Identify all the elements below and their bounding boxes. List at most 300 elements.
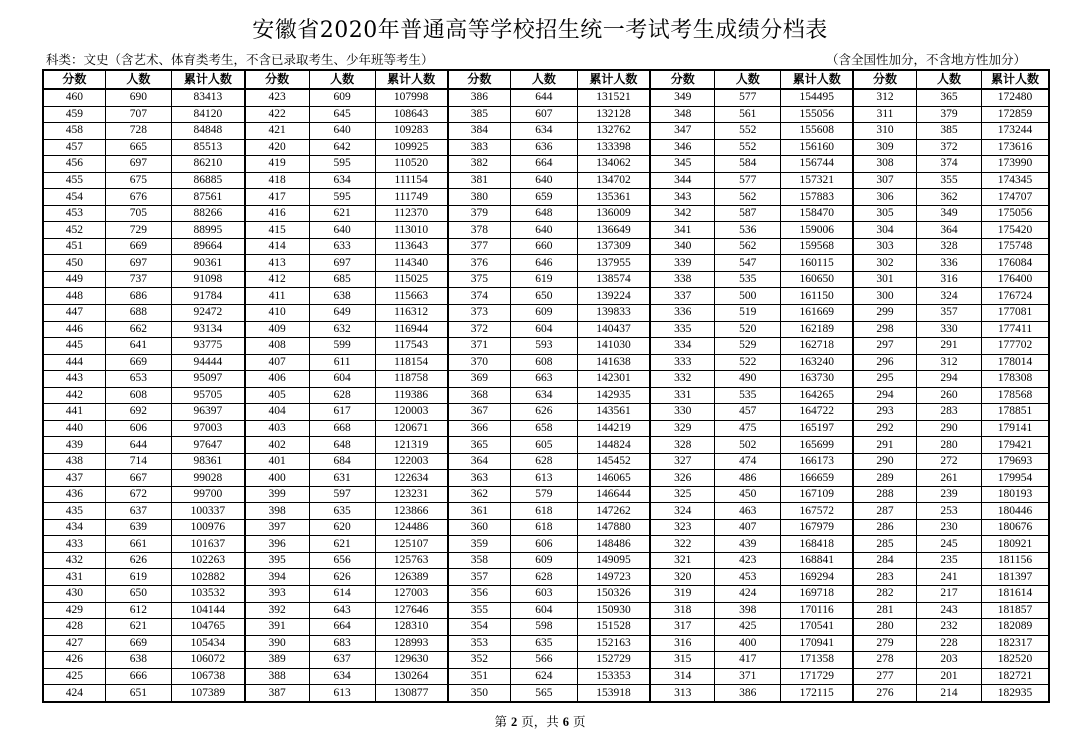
score-cell: 368 (448, 387, 511, 404)
count-cell: 624 (511, 668, 577, 685)
count-cell: 664 (511, 156, 577, 173)
count-cell: 637 (105, 503, 171, 520)
score-cell: 432 (44, 552, 105, 569)
cumulative-cell: 91784 (171, 288, 244, 305)
cumulative-cell: 125107 (375, 536, 447, 553)
count-cell: 645 (309, 106, 375, 123)
score-cell: 308 (853, 156, 916, 173)
count-cell: 614 (309, 586, 375, 603)
count-cell: 640 (511, 172, 577, 189)
count-cell: 653 (105, 371, 171, 388)
score-cell: 311 (853, 106, 916, 123)
table-row (44, 321, 1048, 338)
table-row (44, 602, 1048, 619)
score-cell: 410 (245, 304, 309, 321)
score-cell: 455 (44, 172, 105, 189)
count-cell: 684 (309, 453, 375, 470)
count-cell: 639 (105, 519, 171, 536)
cumulative-cell: 113643 (375, 238, 447, 255)
cumulative-cell: 165699 (781, 437, 853, 454)
score-cell: 313 (650, 685, 714, 701)
count-cell: 232 (916, 619, 981, 636)
count-cell: 357 (916, 304, 981, 321)
cumulative-cell: 179693 (982, 453, 1048, 470)
cumulative-cell: 171729 (781, 668, 853, 685)
score-cell: 444 (44, 354, 105, 371)
count-cell: 253 (916, 503, 981, 520)
count-cell: 417 (715, 652, 781, 669)
score-cell: 302 (853, 255, 916, 272)
cumulative-cell: 169294 (781, 569, 853, 586)
cumulative-cell: 150326 (577, 586, 650, 603)
count-cell: 638 (309, 288, 375, 305)
cumulative-cell: 123231 (375, 486, 447, 503)
cumulative-cell: 178014 (982, 354, 1048, 371)
score-cell: 385 (448, 106, 511, 123)
count-cell: 453 (715, 569, 781, 586)
count-cell: 463 (715, 503, 781, 520)
score-cell: 297 (853, 338, 916, 355)
count-cell: 697 (309, 255, 375, 272)
table-row (44, 271, 1048, 288)
count-cell: 398 (715, 602, 781, 619)
table-row (44, 536, 1048, 553)
count-cell: 658 (511, 420, 577, 437)
cumulative-cell: 170541 (781, 619, 853, 636)
score-cell: 345 (650, 156, 714, 173)
cumulative-cell: 156744 (781, 156, 853, 173)
cumulative-cell: 140437 (577, 321, 650, 338)
score-cell: 413 (245, 255, 309, 272)
cumulative-cell: 182935 (982, 685, 1048, 701)
cumulative-cell: 144824 (577, 437, 650, 454)
header-cumulative-group-4: 累计人数 (781, 71, 853, 89)
score-cell: 443 (44, 371, 105, 388)
cumulative-cell: 167109 (781, 486, 853, 503)
count-cell: 239 (916, 486, 981, 503)
count-cell: 705 (105, 205, 171, 222)
cumulative-cell: 171358 (781, 652, 853, 669)
cumulative-cell: 166659 (781, 470, 853, 487)
count-cell: 235 (916, 552, 981, 569)
count-cell: 566 (511, 652, 577, 669)
count-cell: 400 (715, 635, 781, 652)
score-cell: 342 (650, 205, 714, 222)
cumulative-cell: 182520 (982, 652, 1048, 669)
header-cumulative-group-5: 累计人数 (982, 71, 1048, 89)
score-cell: 361 (448, 503, 511, 520)
cumulative-cell: 106738 (171, 668, 244, 685)
score-cell: 398 (245, 503, 309, 520)
score-cell: 415 (245, 222, 309, 239)
table-row (44, 404, 1048, 421)
score-cell: 310 (853, 123, 916, 140)
cumulative-cell: 179954 (982, 470, 1048, 487)
score-cell: 351 (448, 668, 511, 685)
count-cell: 665 (105, 139, 171, 156)
score-cell: 426 (44, 652, 105, 669)
cumulative-cell: 87561 (171, 189, 244, 206)
cumulative-cell: 153353 (577, 668, 650, 685)
cumulative-cell: 160115 (781, 255, 853, 272)
cumulative-cell: 115025 (375, 271, 447, 288)
score-cell: 324 (650, 503, 714, 520)
count-cell: 535 (715, 387, 781, 404)
cumulative-cell: 172480 (982, 89, 1048, 106)
count-cell: 599 (309, 338, 375, 355)
score-cell: 373 (448, 304, 511, 321)
count-cell: 407 (715, 519, 781, 536)
score-cell: 424 (65, 686, 83, 699)
count-cell: 243 (916, 602, 981, 619)
count-cell: 290 (916, 420, 981, 437)
score-cell: 450 (44, 255, 105, 272)
score-cell: 293 (853, 404, 916, 421)
cumulative-cell: 164265 (781, 387, 853, 404)
count-cell: 552 (715, 123, 781, 140)
cumulative-cell: 150930 (577, 602, 650, 619)
cumulative-cell: 85513 (171, 139, 244, 156)
score-cell: 281 (853, 602, 916, 619)
page-title: 安徽省2020年普通高等学校招生统一考试考生成绩分档表 (252, 18, 828, 43)
count-cell: 597 (309, 486, 375, 503)
score-cell: 354 (448, 619, 511, 636)
cumulative-cell: 165197 (781, 420, 853, 437)
cumulative-cell: 98361 (171, 453, 244, 470)
table-row (44, 470, 1048, 487)
score-cell: 284 (853, 552, 916, 569)
score-cell: 433 (44, 536, 105, 553)
score-cell: 414 (245, 238, 309, 255)
cumulative-cell: 175056 (982, 205, 1048, 222)
score-cell: 431 (44, 569, 105, 586)
score-cell: 402 (245, 437, 309, 454)
score-cell: 315 (650, 652, 714, 669)
score-cell: 329 (650, 420, 714, 437)
count-cell: 669 (105, 635, 171, 652)
cumulative-cell: 146065 (577, 470, 650, 487)
score-cell: 411 (245, 288, 309, 305)
cumulative-cell: 143561 (577, 404, 650, 421)
score-cell: 418 (245, 172, 309, 189)
cumulative-cell: 177702 (982, 338, 1048, 355)
score-cell: 292 (853, 420, 916, 437)
score-cell: 319 (650, 586, 714, 603)
count-cell: 362 (916, 189, 981, 206)
cumulative-cell: 110520 (375, 156, 447, 173)
score-cell: 454 (44, 189, 105, 206)
cumulative-cell: 158470 (781, 205, 853, 222)
score-cell: 338 (650, 271, 714, 288)
count-cell: 439 (715, 536, 781, 553)
count-cell: 457 (715, 404, 781, 421)
count-cell: 374 (916, 156, 981, 173)
cumulative-cell: 146644 (577, 486, 650, 503)
cumulative-cell: 136009 (577, 205, 650, 222)
score-cell: 347 (650, 123, 714, 140)
header-score-group-4: 分数 (650, 71, 714, 89)
table-row (44, 453, 1048, 470)
count-cell: 633 (309, 238, 375, 255)
count-cell: 626 (105, 552, 171, 569)
table-row (44, 338, 1048, 355)
cumulative-cell: 127003 (375, 586, 447, 603)
count-cell: 371 (715, 668, 781, 685)
cumulative-cell: 86885 (171, 172, 244, 189)
count-cell: 561 (715, 106, 781, 123)
category-note: 科类：文史（含艺术、体育类考生，不含已录取考生、少年班等考生） (46, 52, 434, 67)
cumulative-cell: 141030 (577, 338, 650, 355)
cumulative-cell: 93134 (171, 321, 244, 338)
count-cell: 690 (105, 89, 171, 106)
count-cell: 644 (105, 437, 171, 454)
score-cell: 377 (448, 238, 511, 255)
cumulative-cell: 109925 (375, 139, 447, 156)
cumulative-cell: 102263 (171, 552, 244, 569)
score-cell: 318 (650, 602, 714, 619)
score-cell: 458 (44, 123, 105, 140)
cumulative-cell: 157321 (781, 172, 853, 189)
table-row (44, 635, 1048, 652)
count-cell: 241 (916, 569, 981, 586)
score-cell: 425 (44, 668, 105, 685)
count-cell: 562 (715, 189, 781, 206)
table-row (44, 106, 1048, 123)
score-cell: 449 (44, 271, 105, 288)
cumulative-cell: 182721 (982, 668, 1048, 685)
table-body (44, 89, 1048, 701)
count-cell: 660 (511, 238, 577, 255)
score-cell: 287 (853, 503, 916, 520)
header-count-group-2: 人数 (309, 71, 375, 89)
score-cell: 394 (245, 569, 309, 586)
count-cell: 648 (511, 205, 577, 222)
score-cell: 423 (245, 89, 309, 106)
cumulative-cell: 134702 (577, 172, 650, 189)
cumulative-cell: 179421 (982, 437, 1048, 454)
score-cell: 286 (853, 519, 916, 536)
count-cell: 316 (916, 271, 981, 288)
cumulative-cell: 180676 (982, 519, 1048, 536)
cumulative-cell: 100337 (171, 503, 244, 520)
count-cell: 230 (916, 519, 981, 536)
count-cell: 604 (511, 321, 577, 338)
cumulative-cell: 170116 (781, 602, 853, 619)
cumulative-cell: 88266 (171, 205, 244, 222)
count-cell: 634 (511, 123, 577, 140)
cumulative-cell: 113010 (375, 222, 447, 239)
cumulative-cell: 167572 (781, 503, 853, 520)
count-cell: 328 (916, 238, 981, 255)
count-cell: 379 (916, 106, 981, 123)
cumulative-cell: 167979 (781, 519, 853, 536)
count-cell: 659 (511, 189, 577, 206)
cumulative-cell: 168418 (781, 536, 853, 553)
cumulative-cell: 107389 (171, 685, 244, 701)
score-cell: 445 (44, 338, 105, 355)
cumulative-cell: 161150 (781, 288, 853, 305)
cumulative-cell: 153918 (577, 685, 650, 701)
score-table-frame (42, 69, 1050, 703)
score-cell: 417 (245, 189, 309, 206)
cumulative-cell: 152729 (577, 652, 650, 669)
cumulative-cell: 120003 (375, 404, 447, 421)
count-cell: 651 (105, 685, 171, 701)
count-cell: 662 (105, 321, 171, 338)
count-cell: 228 (916, 635, 981, 652)
cumulative-cell: 172115 (781, 685, 853, 701)
score-cell: 278 (853, 652, 916, 669)
cumulative-cell: 128310 (375, 619, 447, 636)
count-cell: 349 (916, 205, 981, 222)
cumulative-cell: 119386 (375, 387, 447, 404)
count-cell: 650 (105, 586, 171, 603)
count-cell: 372 (916, 139, 981, 156)
cumulative-cell: 122003 (375, 453, 447, 470)
table-row (44, 552, 1048, 569)
cumulative-cell: 134062 (577, 156, 650, 173)
score-cell: 325 (650, 486, 714, 503)
table-row (44, 387, 1048, 404)
score-cell: 335 (650, 321, 714, 338)
cumulative-cell: 94444 (171, 354, 244, 371)
score-cell: 460 (44, 89, 105, 106)
table-row (44, 503, 1048, 520)
cumulative-cell: 181397 (982, 569, 1048, 586)
table-header-row (44, 71, 1048, 89)
table-row (44, 189, 1048, 206)
cumulative-cell: 83413 (171, 89, 244, 106)
score-cell: 387 (245, 685, 309, 701)
count-cell: 648 (309, 437, 375, 454)
header-count-group-5: 人数 (916, 71, 981, 89)
score-cell: 408 (245, 338, 309, 355)
table-row (44, 288, 1048, 305)
count-cell: 609 (511, 304, 577, 321)
count-cell: 729 (105, 222, 171, 239)
cumulative-cell: 90361 (171, 255, 244, 272)
count-cell: 617 (309, 404, 375, 421)
cumulative-cell: 128993 (375, 635, 447, 652)
cumulative-cell: 145452 (577, 453, 650, 470)
score-cell: 346 (650, 139, 714, 156)
count-cell: 675 (105, 172, 171, 189)
count-cell: 640 (309, 222, 375, 239)
cumulative-cell: 149723 (577, 569, 650, 586)
score-cell: 383 (448, 139, 511, 156)
score-cell: 350 (448, 685, 511, 701)
cumulative-cell: 149095 (577, 552, 650, 569)
cumulative-cell: 173990 (982, 156, 1048, 173)
count-cell: 423 (715, 552, 781, 569)
count-cell: 579 (511, 486, 577, 503)
count-cell: 621 (105, 619, 171, 636)
cumulative-cell: 181614 (982, 586, 1048, 603)
cumulative-cell: 161669 (781, 304, 853, 321)
table-row (44, 156, 1048, 173)
count-cell: 642 (309, 139, 375, 156)
count-cell: 203 (916, 652, 981, 669)
cumulative-cell: 92472 (171, 304, 244, 321)
cumulative-cell: 125763 (375, 552, 447, 569)
score-cell: 393 (245, 586, 309, 603)
table-row (44, 354, 1048, 371)
count-cell: 606 (105, 420, 171, 437)
cumulative-cell: 84120 (171, 106, 244, 123)
score-cell: 397 (245, 519, 309, 536)
count-cell: 450 (715, 486, 781, 503)
count-cell: 604 (511, 602, 577, 619)
score-cell: 314 (650, 668, 714, 685)
count-cell: 707 (105, 106, 171, 123)
score-cell: 459 (44, 106, 105, 123)
count-cell: 697 (105, 255, 171, 272)
count-cell: 697 (105, 156, 171, 173)
count-cell: 688 (105, 304, 171, 321)
score-cell: 339 (650, 255, 714, 272)
cumulative-cell: 101637 (171, 536, 244, 553)
count-cell: 425 (715, 619, 781, 636)
score-cell: 376 (448, 255, 511, 272)
cumulative-cell: 139224 (577, 288, 650, 305)
header-score-group-2: 分数 (245, 71, 309, 89)
count-cell: 595 (309, 189, 375, 206)
count-cell: 613 (511, 470, 577, 487)
cumulative-cell: 97003 (171, 420, 244, 437)
count-cell: 628 (511, 569, 577, 586)
cumulative-cell: 95097 (171, 371, 244, 388)
score-cell: 304 (853, 222, 916, 239)
score-cell: 348 (650, 106, 714, 123)
cumulative-cell: 178568 (982, 387, 1048, 404)
score-cell: 390 (245, 635, 309, 652)
cumulative-cell: 136649 (577, 222, 650, 239)
cumulative-cell: 129630 (375, 652, 447, 669)
score-cell: 380 (448, 189, 511, 206)
header-score-group-3: 分数 (448, 71, 511, 89)
cumulative-cell: 178851 (982, 404, 1048, 421)
cumulative-cell: 164722 (781, 404, 853, 421)
count-cell: 621 (309, 536, 375, 553)
count-cell: 536 (715, 222, 781, 239)
count-cell: 609 (309, 89, 375, 106)
count-cell: 584 (715, 156, 781, 173)
score-cell: 404 (245, 404, 309, 421)
count-cell: 618 (511, 519, 577, 536)
table-row (44, 304, 1048, 321)
cumulative-cell: 141638 (577, 354, 650, 371)
count-cell: 529 (715, 338, 781, 355)
table-row (44, 123, 1048, 140)
cumulative-cell: 147262 (577, 503, 650, 520)
cumulative-cell: 155056 (781, 106, 853, 123)
count-cell: 519 (715, 304, 781, 321)
score-cell: 406 (245, 371, 309, 388)
score-cell: 277 (853, 668, 916, 685)
cumulative-cell: 109283 (375, 123, 447, 140)
cumulative-cell: 160650 (781, 271, 853, 288)
cumulative-cell: 132762 (577, 123, 650, 140)
header-count-group-1: 人数 (105, 71, 171, 89)
count-cell: 646 (511, 255, 577, 272)
cumulative-cell: 100976 (171, 519, 244, 536)
score-cell: 379 (448, 205, 511, 222)
score-cell: 285 (853, 536, 916, 553)
count-cell: 603 (511, 586, 577, 603)
count-cell: 291 (916, 338, 981, 355)
count-cell: 692 (105, 404, 171, 421)
count-cell: 626 (511, 404, 577, 421)
